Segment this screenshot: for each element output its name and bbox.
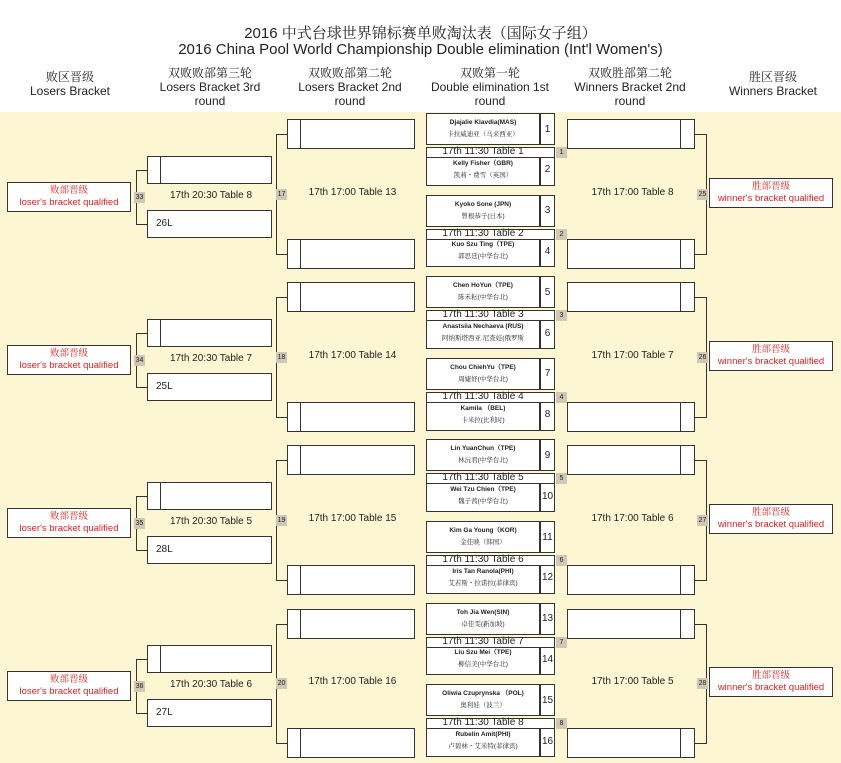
match-number: 8 xyxy=(556,718,567,729)
player-name-cn: 艾若斯・拉诺拉(菲律宾) xyxy=(448,579,518,587)
player-name: Djajalie Klavdia(MAS) xyxy=(449,119,517,126)
header-en: Double elimination 1st round xyxy=(430,80,550,108)
header-winners-r2 xyxy=(565,66,695,108)
player-name: Kim Ga Young（KOR) xyxy=(449,527,517,534)
connector-line xyxy=(276,624,287,625)
match-number: 36 xyxy=(135,683,144,690)
connector-line xyxy=(276,254,287,255)
player-name-cn: 柳信美(中华台北) xyxy=(458,661,508,669)
player-name: Oliwia Czuprynska （POL) xyxy=(442,690,524,698)
header-cn: 胜区晋级 xyxy=(748,70,797,84)
match-schedule-text: 17th 11:30 Table 3 xyxy=(442,309,524,321)
match-schedule-text: 17th 11:30 Table 5 xyxy=(442,472,524,484)
match-schedule-text: 17th 20:30 Table 7 xyxy=(169,353,253,364)
match-number: 27 xyxy=(698,517,707,524)
header-cn: 双败第一轮 xyxy=(459,66,520,80)
qualified-cn: 败部晋级 xyxy=(49,348,88,359)
winners-r2-slot-inner xyxy=(680,402,681,432)
losers-r3-slot[interactable] xyxy=(147,156,272,184)
player-name: Lin YuanChun（TPE) xyxy=(450,445,516,453)
match-number: 34 xyxy=(135,357,144,364)
match-number: 1 xyxy=(556,147,567,158)
player-name-cn: 周婕妤(中华台北) xyxy=(458,375,508,383)
player-seed: 5 xyxy=(540,276,555,308)
player-box[interactable] xyxy=(426,399,540,431)
connector-line xyxy=(695,417,706,418)
losers-r2-slot[interactable] xyxy=(287,445,415,475)
match-schedule-text: 17th 17:00 Table 5 xyxy=(591,676,674,687)
match-schedule-text: 17th 11:30 Table 2 xyxy=(442,227,524,239)
match-number: 18 xyxy=(277,354,286,361)
losers-r2-slot[interactable] xyxy=(287,565,415,595)
loser-qualified-box xyxy=(7,671,131,701)
match-number: 3 xyxy=(556,310,567,321)
player-seed: 12 xyxy=(540,562,555,594)
player-box[interactable] xyxy=(426,643,540,675)
connector-line xyxy=(276,134,287,135)
match-schedule-text: 17th 17:00 Table 6 xyxy=(591,513,674,524)
losers-r2-slot[interactable] xyxy=(287,402,415,432)
winners-r2-slot[interactable] xyxy=(567,239,695,269)
qualified-en: loser's bracket qualified xyxy=(19,360,119,371)
player-name-cn: 林沅君(中华台北) xyxy=(458,457,508,465)
winner-qualified-box xyxy=(709,178,833,208)
player-name-cn: 卡拉威迪亚（马来西亚） xyxy=(447,131,519,138)
header-losers-r2 xyxy=(285,66,415,108)
connector-line xyxy=(276,297,287,298)
losers-r2-slot[interactable] xyxy=(287,609,415,639)
player-name-cn: 奥利娃（波兰） xyxy=(460,702,506,710)
qualified-en: winner's bracket qualified xyxy=(717,356,825,367)
winners-r2-slot[interactable] xyxy=(567,609,695,639)
winners-r2-slot-inner xyxy=(680,119,681,149)
player-name: Rubelin Amit(PHI) xyxy=(455,731,511,738)
winners-r2-slot-inner xyxy=(680,728,681,758)
player-box[interactable] xyxy=(426,235,540,267)
connector-line xyxy=(136,224,147,225)
connector-line xyxy=(695,134,706,135)
winners-r2-slot-inner xyxy=(680,239,681,269)
player-seed: 8 xyxy=(540,399,555,431)
loser-qualified-box xyxy=(7,345,131,375)
header-cn: 双败败部第二轮 xyxy=(307,66,392,80)
match-schedule-text: 17th 17:00 Table 14 xyxy=(308,350,397,361)
player-name: Iris Tan Ranola(PHI) xyxy=(452,567,514,575)
match-schedule-text: 17th 17:00 Table 13 xyxy=(308,187,397,198)
player-box[interactable] xyxy=(426,317,540,349)
loser-feed-label: 25L xyxy=(156,381,173,392)
winners-r2-slot-inner xyxy=(680,565,681,595)
match-number: 4 xyxy=(556,392,567,403)
player-seed: 3 xyxy=(540,195,555,227)
player-seed: 16 xyxy=(540,725,555,757)
player-name: Kuo Szu Ting（TPE) xyxy=(451,241,515,249)
player-name-cn: 郭思廷(中华台北) xyxy=(458,253,508,261)
match-schedule-text: 17th 11:30 Table 1 xyxy=(442,146,524,157)
winners-r2-slot-inner xyxy=(680,445,681,475)
player-seed: 1 xyxy=(540,113,555,145)
connector-line xyxy=(136,170,147,171)
connector-line xyxy=(136,659,147,660)
header-winners-bracket xyxy=(705,70,841,98)
qualified-en: winner's bracket qualified xyxy=(717,682,825,693)
losers-r2-slot-inner xyxy=(300,282,301,312)
match-schedule-text: 17th 17:00 Table 7 xyxy=(591,350,674,361)
player-seed: 2 xyxy=(540,154,555,186)
player-box[interactable] xyxy=(426,439,540,471)
losers-r2-slot[interactable] xyxy=(287,728,415,758)
player-name-cn: 魏子茜(中华台北) xyxy=(458,498,508,506)
header-cn: 败区晋级 xyxy=(45,70,94,84)
player-name: Chou ChiehYu（TPE) xyxy=(450,363,516,371)
losers-r2-slot-inner xyxy=(300,239,301,269)
player-box[interactable] xyxy=(426,113,540,145)
losers-r2-slot-inner xyxy=(300,609,301,639)
losers-r3-slot[interactable] xyxy=(147,319,272,347)
connector-line xyxy=(276,460,287,461)
winners-r2-slot[interactable] xyxy=(567,728,695,758)
player-name: Chen HoYun（TPE) xyxy=(453,282,513,290)
connector-line xyxy=(276,580,287,581)
player-box[interactable] xyxy=(426,725,540,757)
connector-line xyxy=(276,417,287,418)
winners-r2-slot[interactable] xyxy=(567,565,695,595)
match-schedule-text: 17th 20:30 Table 8 xyxy=(169,190,253,201)
loser-feed-label: 27L xyxy=(156,707,173,718)
loser-feed-label: 26L xyxy=(156,218,173,229)
player-name: Kelly Fisher（GBR) xyxy=(453,159,513,167)
qualified-en: winner's bracket qualified xyxy=(717,519,825,530)
losers-r3-slot-inner xyxy=(160,645,161,673)
player-box[interactable] xyxy=(426,521,540,553)
player-name: Kyoko Sone (JPN) xyxy=(454,200,512,208)
player-name-cn: 凯莉・费雪（英国） xyxy=(453,171,513,179)
connector-line xyxy=(695,743,706,744)
header-losers-bracket xyxy=(0,70,140,98)
winners-r2-slot[interactable] xyxy=(567,445,695,475)
player-name-cn: 陈禾耘(中华台北) xyxy=(458,294,508,302)
player-name-cn: 卡米拉(比利时) xyxy=(461,416,505,424)
winner-qualified-box xyxy=(709,667,833,697)
connector-line xyxy=(695,460,706,461)
match-schedule-text: 17th 17:00 Table 8 xyxy=(591,187,674,198)
match-schedule-text: 17th 11:30 Table 6 xyxy=(442,554,524,565)
connector-line xyxy=(136,713,147,714)
header-losers-r3 xyxy=(145,66,275,108)
match-number: 26 xyxy=(698,354,707,361)
player-box[interactable] xyxy=(426,195,540,227)
match-number: 6 xyxy=(556,555,567,566)
player-box[interactable] xyxy=(426,603,540,635)
qualified-en: winner's bracket qualified xyxy=(717,193,825,204)
losers-r3-slot[interactable] xyxy=(147,645,272,673)
match-number: 7 xyxy=(556,637,567,648)
match-schedule-text: 17th 17:00 Table 16 xyxy=(308,676,397,687)
losers-r2-slot-inner xyxy=(300,565,301,595)
header-en: Winners Bracket xyxy=(728,84,818,98)
player-seed: 11 xyxy=(540,521,555,553)
winners-r2-slot-inner xyxy=(680,282,681,312)
winner-qualified-box xyxy=(709,504,833,534)
player-name: Kamila （BEL) xyxy=(460,404,506,412)
match-schedule-text: 17th 20:30 Table 6 xyxy=(169,679,253,690)
match-number: 35 xyxy=(135,520,144,527)
player-box[interactable] xyxy=(426,358,540,390)
loser-qualified-box xyxy=(7,508,131,538)
connector-line xyxy=(276,743,287,744)
losers-r2-slot[interactable] xyxy=(287,239,415,269)
player-name-cn: 曾根恭子(日本) xyxy=(461,212,505,220)
losers-r3-slot-inner xyxy=(160,482,161,510)
player-seed: 4 xyxy=(540,235,555,267)
player-seed: 7 xyxy=(540,358,555,390)
connector-line xyxy=(695,254,706,255)
connector-line xyxy=(136,496,147,497)
match-number: 2 xyxy=(556,229,567,240)
losers-r2-slot[interactable] xyxy=(287,119,415,149)
qualified-cn: 胜部晋级 xyxy=(751,344,790,355)
player-seed: 14 xyxy=(540,643,555,675)
player-name: Wei Tzu Chien（TPE) xyxy=(450,486,516,494)
losers-r2-slot-inner xyxy=(300,119,301,149)
connector-line xyxy=(136,387,147,388)
loser-qualified-box xyxy=(7,182,131,212)
header-cn: 双败胜部第二轮 xyxy=(587,66,672,80)
winners-r2-slot[interactable] xyxy=(567,402,695,432)
match-number: 19 xyxy=(277,517,286,524)
header-first-round xyxy=(425,66,555,108)
player-seed: 6 xyxy=(540,317,555,349)
player-name: Toh Jia Wen(SIN) xyxy=(456,608,510,616)
player-name: Anastsiia Nechaeva (RUS) xyxy=(442,323,524,330)
match-number: 20 xyxy=(277,680,286,687)
player-seed: 15 xyxy=(540,684,555,716)
player-name-cn: 卓佳雯(新加坡) xyxy=(461,620,505,628)
connector-line xyxy=(695,297,706,298)
player-name-cn: 阿纳斯塔西亚.尼查娃(俄罗斯 xyxy=(442,335,524,342)
player-name-cn: 金佳映（韩国） xyxy=(460,539,506,546)
header-en: Losers Bracket 2nd round xyxy=(298,80,402,108)
player-seed: 13 xyxy=(540,603,555,635)
match-number: 28 xyxy=(698,680,707,687)
player-name-cn: 卢碧林・艾米特(菲律宾) xyxy=(448,743,518,750)
title-cn: 2016 中式台球世界锦标赛单败淘汰表（国际女子组） xyxy=(244,25,597,42)
match-schedule-text: 17th 11:30 Table 7 xyxy=(442,635,524,647)
match-schedule-text: 17th 20:30 Table 5 xyxy=(169,516,253,527)
losers-r3-slot-inner xyxy=(160,156,161,184)
match-number: 25 xyxy=(698,191,707,198)
player-box[interactable] xyxy=(426,562,540,594)
player-box[interactable] xyxy=(426,480,540,512)
match-schedule-text: 17th 17:00 Table 15 xyxy=(308,513,397,524)
match-schedule-text: 17th 11:30 Table 8 xyxy=(442,717,524,729)
qualified-cn: 胜部晋级 xyxy=(751,670,790,681)
winners-r2-slot-inner xyxy=(680,609,681,639)
qualified-cn: 胜部晋级 xyxy=(751,507,790,518)
header-en: Losers Bracket 3rd round xyxy=(159,80,261,108)
qualified-cn: 败部晋级 xyxy=(49,674,88,685)
winner-qualified-box xyxy=(709,341,833,371)
qualified-cn: 败部晋级 xyxy=(49,511,88,522)
losers-r2-slot-inner xyxy=(300,445,301,475)
player-box[interactable] xyxy=(426,684,540,716)
match-number: 33 xyxy=(135,194,144,201)
qualified-cn: 胜部晋级 xyxy=(751,181,790,192)
winners-r2-slot[interactable] xyxy=(567,119,695,149)
match-number: 17 xyxy=(277,191,286,198)
qualified-en: loser's bracket qualified xyxy=(19,686,119,697)
player-name: Liu Szu Mei（TPE) xyxy=(454,649,512,657)
connector-line xyxy=(695,580,706,581)
loser-feed-label: 28L xyxy=(156,544,173,555)
losers-r2-slot[interactable] xyxy=(287,282,415,312)
title-en: 2016 China Pool World Championship Double elimination (Int'l Women's) xyxy=(178,41,663,58)
losers-r3-slot[interactable] xyxy=(147,482,272,510)
player-box[interactable] xyxy=(426,154,540,186)
player-seed: 9 xyxy=(540,439,555,471)
match-number: 5 xyxy=(556,473,567,484)
player-seed: 10 xyxy=(540,480,555,512)
match-schedule-text: 17th 11:30 Table 4 xyxy=(442,390,524,402)
header-en: Losers Bracket xyxy=(29,84,111,98)
header-en: Winners Bracket 2nd round xyxy=(574,80,686,108)
header-cn: 双败败部第三轮 xyxy=(167,66,252,80)
player-box[interactable] xyxy=(426,276,540,308)
winners-r2-slot[interactable] xyxy=(567,282,695,312)
losers-r3-slot-inner xyxy=(160,319,161,347)
losers-r2-slot-inner xyxy=(300,728,301,758)
connector-line xyxy=(136,550,147,551)
connector-line xyxy=(695,624,706,625)
qualified-en: loser's bracket qualified xyxy=(19,197,119,208)
qualified-cn: 败部晋级 xyxy=(49,185,88,196)
losers-r2-slot-inner xyxy=(300,402,301,432)
connector-line xyxy=(136,333,147,334)
qualified-en: loser's bracket qualified xyxy=(19,523,119,534)
